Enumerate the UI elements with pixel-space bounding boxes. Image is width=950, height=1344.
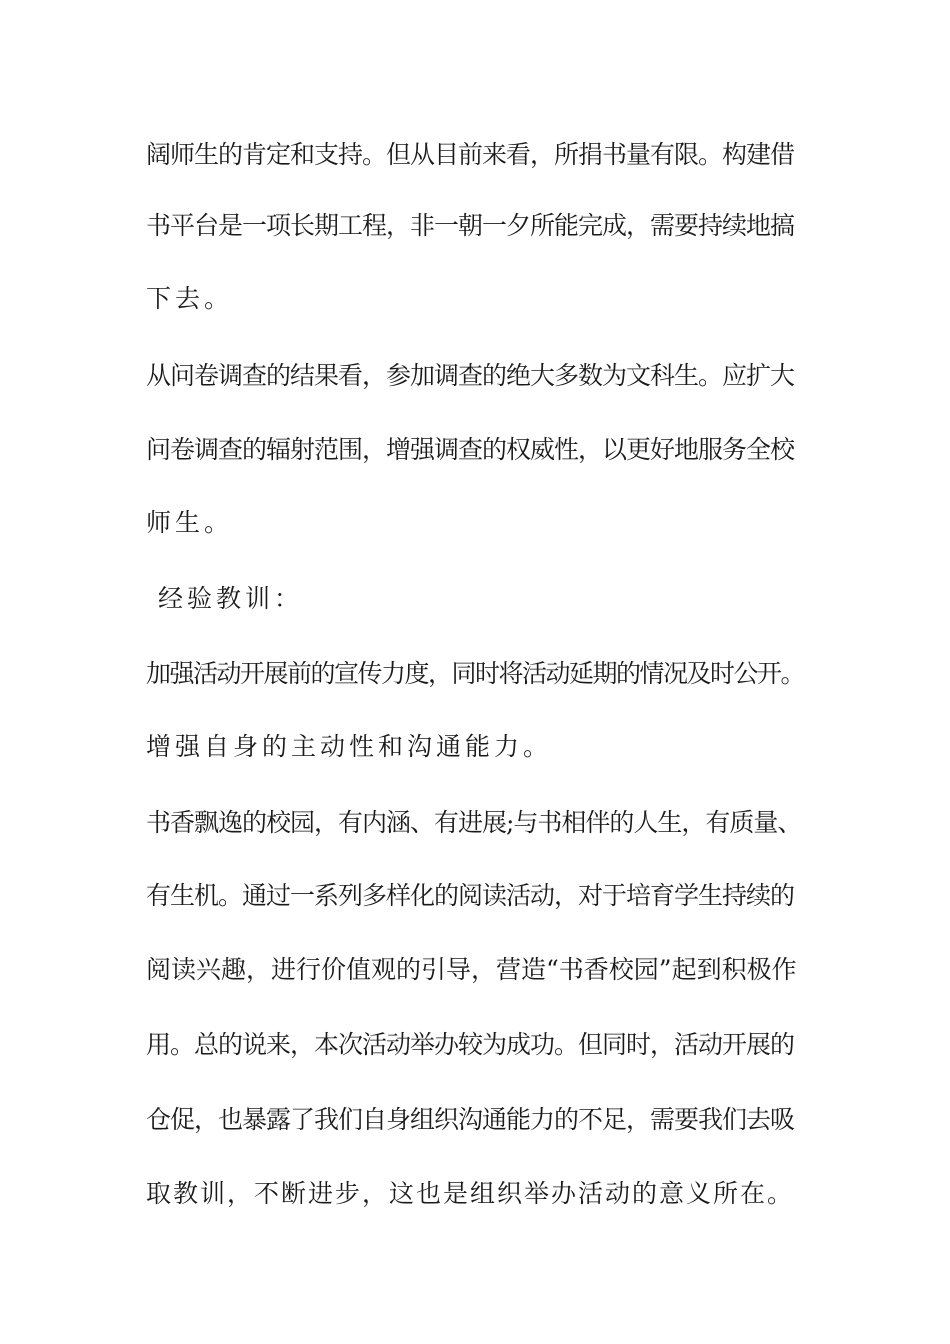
text-line: 书香飘逸的校园，有内涵、有进展;与书相伴的人生，有质量、 <box>146 808 802 837</box>
text-line: 取教训，不断进步，这也是组织举办活动的意义所在。 <box>146 1179 795 1208</box>
text-line: 书平台是一项长期工程，非一朝一夕所能完成，需要持续地搞 <box>146 211 795 240</box>
section-heading: 经验教训： <box>158 584 304 613</box>
text-line: 有生机。通过一系列多样化的阅读活动，对于培育学生持续的 <box>146 881 795 910</box>
text-line: 增强自身的主动性和沟通能力。 <box>146 732 553 761</box>
text-line: 加强活动开展前的宣传力度，同时将活动延期的情况及时公开。 <box>146 659 805 688</box>
text-line: 仓促，也暴露了我们自身组织沟通能力的不足，需要我们去吸 <box>146 1105 795 1134</box>
text-line: 师生。 <box>146 508 234 537</box>
text-line: 阅读兴趣，进行价值观的引导，营造“书香校园”起到积极作 <box>146 955 797 984</box>
text-line: 从问卷调查的结果看，参加调查的绝大多数为文科生。应扩大 <box>146 361 795 390</box>
text-line: 问卷调查的辐射范围，增强调查的权威性，以更好地服务全校 <box>146 435 795 464</box>
text-line: 阔师生的肯定和支持。但从目前来看，所捐书量有限。构建借 <box>146 140 795 169</box>
text-line: 用。总的说来，本次活动举办较为成功。但同时，活动开展的 <box>146 1030 795 1059</box>
text-line: 下去。 <box>146 284 234 313</box>
